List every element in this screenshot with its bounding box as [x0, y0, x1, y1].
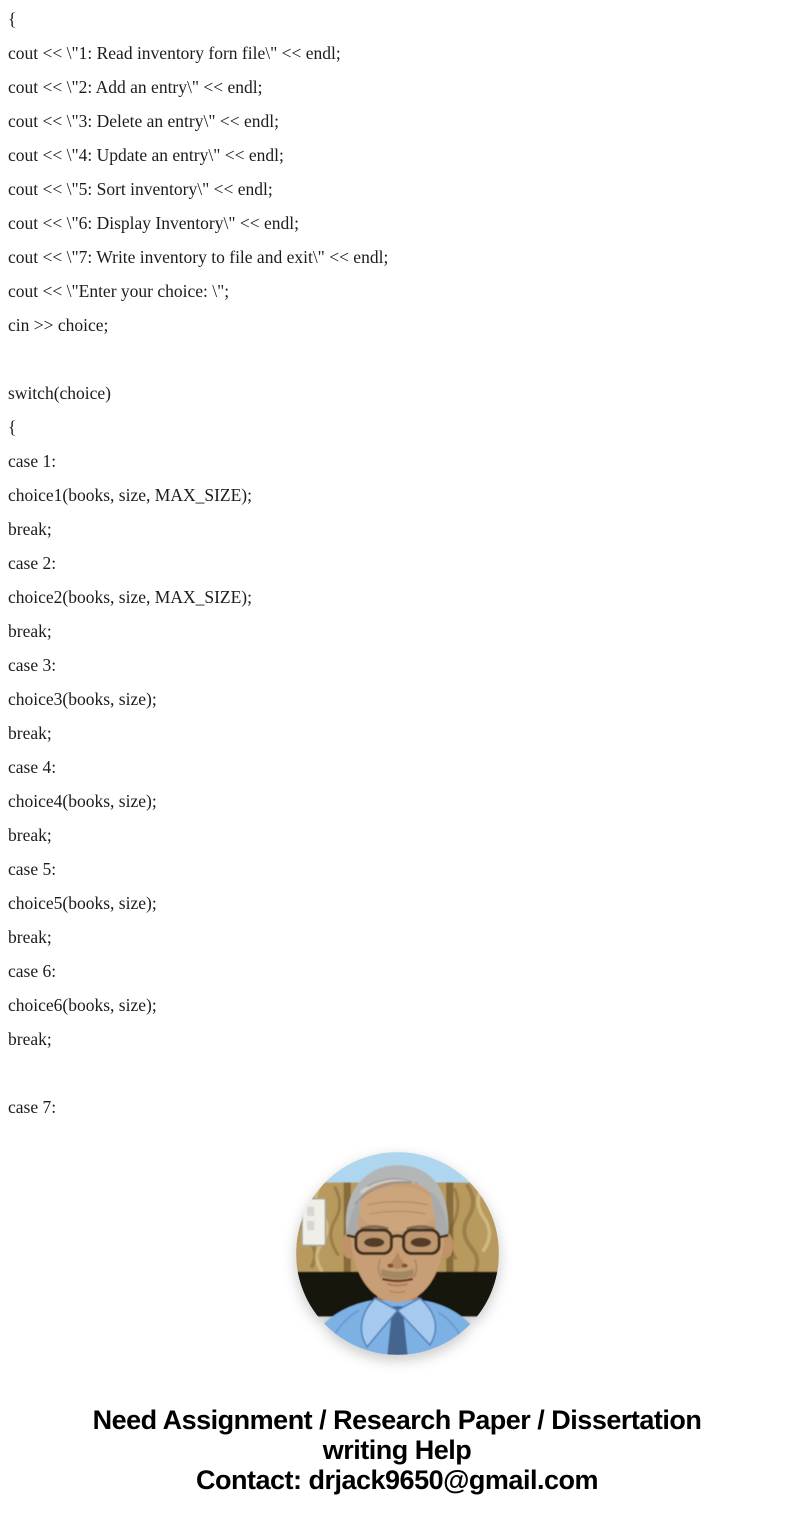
- code-line: cout << \"1: Read inventory forn file\" << endl;: [8, 43, 341, 63]
- footer-ad: [0, 1405, 794, 1495]
- code-line: break;: [8, 621, 52, 641]
- code-line: switch(choice): [8, 383, 112, 403]
- code-line: choice3(books, size);: [8, 689, 157, 709]
- code-line: cout << \"5: Sort inventory\" << endl;: [8, 179, 273, 199]
- footer-contact: Contact: drjack9650@gmail.com: [196, 1465, 598, 1495]
- code-line: case 6:: [8, 961, 57, 981]
- code-line: {: [8, 9, 17, 29]
- code-line: [8, 342, 786, 376]
- avatar[interactable]: [296, 1152, 499, 1355]
- code-line: choice6(books, size);: [8, 995, 157, 1015]
- code-line: cout << \"6: Display Inventory\" << endl;: [8, 213, 299, 233]
- code-line: cin >> choice;: [8, 315, 109, 335]
- code-line: case 5:: [8, 859, 57, 879]
- code-line: case 2:: [8, 553, 57, 573]
- code-line: break;: [8, 825, 52, 845]
- code-line: case 3:: [8, 655, 57, 675]
- code-line: case 1:: [8, 451, 57, 471]
- code-line: choice5(books, size);: [8, 893, 157, 913]
- code-line: case 7:: [8, 1097, 57, 1117]
- code-line: break;: [8, 1029, 52, 1049]
- code-line: cout << \"4: Update an entry\" << endl;: [8, 145, 284, 165]
- code-line: case 4:: [8, 757, 57, 777]
- code-line: break;: [8, 723, 52, 743]
- footer-line-2: writing Help: [322, 1435, 472, 1465]
- avatar-switch-plate: [302, 1199, 325, 1246]
- code-line: choice1(books, size, MAX_SIZE);: [8, 485, 252, 505]
- code-line: choice4(books, size);: [8, 791, 157, 811]
- code-line: cout << \"3: Delete an entry\" << endl;: [8, 111, 279, 131]
- code-line: {: [8, 417, 17, 437]
- code-line: break;: [8, 927, 52, 947]
- code-line: cout << \"Enter your choice: \";: [8, 281, 230, 301]
- code-line: break;: [8, 519, 52, 539]
- code-line: cout << \"2: Add an entry\" << endl;: [8, 77, 263, 97]
- code-line: choice2(books, size, MAX_SIZE);: [8, 587, 252, 607]
- code-line: cout << \"7: Write inventory to file and exit\" << endl;: [8, 247, 389, 267]
- code-line: [8, 1056, 786, 1090]
- avatar-wrap: [0, 1152, 794, 1355]
- footer-line-1: Need Assignment / Research Paper / Dissertation: [92, 1405, 702, 1435]
